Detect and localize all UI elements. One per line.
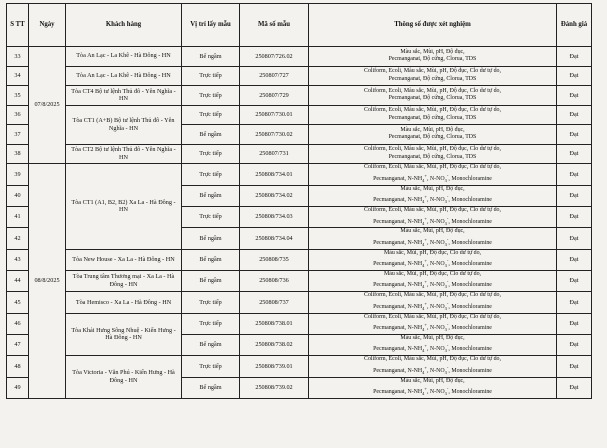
sampling-location: Bể ngầm	[182, 185, 240, 206]
evaluation-result: Đạt	[557, 249, 592, 270]
table-row	[7, 105, 592, 125]
parameter-line: Màu sắc, Mùi, pH, Độ đục, Clo dư tự do,	[383, 249, 482, 256]
row-stt: 43	[7, 249, 29, 270]
customer-name: Tòa CT4 Bộ tư lệnh Thủ đô - Yên Nghĩa - HN	[66, 86, 182, 106]
sample-code: 250808/734.01	[240, 164, 309, 185]
customer-name: Tòa Khải Hưng Sông Nhuệ - Kiến Hưng - Hà Đông - HN	[66, 313, 182, 356]
row-stt: 48	[7, 356, 29, 377]
sample-code: 250807/727	[240, 66, 309, 86]
parameter-line: Pecmanganat, $N-NH_4^+$, $N-NO_3^-$, Monochloramine	[373, 194, 492, 205]
parameter-line: Pecmanganat, Độ cứng, Clorua, TDS	[388, 134, 477, 141]
parameter-line: Pecmanganat, $N-NH_4^+$, $N-NO_3^-$, Monochloramine	[373, 364, 492, 375]
evaluation-result: Đạt	[557, 377, 592, 398]
customer-name: Tòa An Lạc - La Khê - Hà Đông - HN	[66, 47, 182, 67]
tested-parameters	[309, 144, 557, 164]
parameter-line: Pecmanganat, $N-NH_4^+$, $N-NO_3^-$, Monochloramine	[373, 258, 492, 269]
row-stt: 42	[7, 228, 29, 249]
table-row	[7, 292, 592, 313]
table-row	[7, 66, 592, 86]
parameter-line: Pecmanganat, $N-NH_4^+$, $N-NO_3^-$, Monochloramine	[373, 215, 492, 226]
customer-name: Tòa CT1 (A+B) Bộ tư lệnh Thủ đô - Yên Nghĩa - HN	[66, 105, 182, 144]
tested-parameters	[309, 356, 557, 377]
table-row	[7, 47, 592, 67]
sample-code: 250808/737	[240, 292, 309, 313]
tested-parameters	[309, 206, 557, 227]
row-stt: 36	[7, 105, 29, 125]
parameter-line: Pecmanganat, Độ cứng, Clorua, TDS	[388, 95, 477, 102]
tested-parameters	[309, 377, 557, 398]
parameter-line: Màu sắc, Mùi, pH, Độ đục,	[400, 48, 465, 55]
results-document	[6, 3, 592, 399]
evaluation-result: Đạt	[557, 228, 592, 249]
sample-code: 250807/730.02	[240, 125, 309, 145]
customer-name: Tòa CT2 Bộ tư lệnh Thủ đô - Yên Nghĩa - HN	[66, 144, 182, 164]
sampling-location: Trực tiếp	[182, 164, 240, 185]
evaluation-result: Đạt	[557, 292, 592, 313]
customer-name: Tòa New House - Xa La - Hà Đông - HN	[66, 249, 182, 270]
parameter-line: Coliform, Ecoli, Màu sắc, Mùi, pH, Độ đục, Clo dư tự do,	[364, 206, 501, 213]
evaluation-result: Đạt	[557, 270, 592, 291]
sample-code: 250807/731	[240, 144, 309, 164]
parameter-line: Pecmanganat, Độ cứng, Clorua, TDS	[388, 114, 477, 121]
parameter-line: Pecmanganat, Độ cứng, Clorua, TDS	[388, 75, 477, 82]
row-stt: 49	[7, 377, 29, 398]
parameter-line: Coliform, Ecoli, Màu sắc, Mùi, pH, Độ đục, Clo dư tự do,	[364, 107, 501, 114]
sampling-location: Trực tiếp	[182, 105, 240, 125]
tested-parameters	[309, 47, 557, 67]
customer-name: Tòa Trung tâm Thương mại - Xa La - Hà Đông - HN	[66, 270, 182, 291]
row-stt: 45	[7, 292, 29, 313]
evaluation-result: Đạt	[557, 66, 592, 86]
sampling-location: Trực tiếp	[182, 66, 240, 86]
parameter-line: Màu sắc, Mùi, pH, Độ đục,	[400, 334, 465, 341]
test-results-table	[6, 3, 592, 399]
table-row	[7, 249, 592, 270]
sample-code: 250808/739.02	[240, 377, 309, 398]
evaluation-result: Đạt	[557, 356, 592, 377]
header-stt: S TT	[7, 4, 29, 47]
parameter-line: Pecmanganat, $N-NH_4^+$, $N-NO_3^-$, Monochloramine	[373, 322, 492, 333]
header-parameters: Thông số được xét nghiệm	[309, 4, 557, 47]
parameter-line: Pecmanganat, Độ cứng, Clorua, TDS	[388, 56, 477, 63]
parameter-line: Pecmanganat, $N-NH_4^+$, $N-NO_3^-$, Monochloramine	[373, 386, 492, 397]
parameter-line: Màu sắc, Mùi, pH, Độ đục,	[400, 126, 465, 133]
sampling-location: Trực tiếp	[182, 206, 240, 227]
sample-code: 250808/736	[240, 270, 309, 291]
tested-parameters	[309, 313, 557, 334]
row-stt: 38	[7, 144, 29, 164]
sample-code: 250808/734.03	[240, 206, 309, 227]
parameter-line: Coliform, Ecoli, Màu sắc, Mùi, pH, Độ đục, Clo dư tự do,	[364, 146, 501, 153]
table-row	[7, 313, 592, 334]
row-stt: 39	[7, 164, 29, 185]
customer-name: Tòa An Lạc - La Khê - Hà Đông - HN	[66, 66, 182, 86]
sample-code: 250807/726.02	[240, 47, 309, 67]
parameter-line: Màu sắc, Mùi, pH, Độ đục,	[400, 377, 465, 384]
row-stt: 46	[7, 313, 29, 334]
evaluation-result: Đạt	[557, 313, 592, 334]
sample-code: 250807/730.01	[240, 105, 309, 125]
tested-parameters	[309, 334, 557, 355]
sampling-location: Bể ngầm	[182, 377, 240, 398]
sample-code: 250808/739.01	[240, 356, 309, 377]
sample-code: 250808/738.02	[240, 334, 309, 355]
evaluation-result: Đạt	[557, 125, 592, 145]
parameter-line: Coliform, Ecoli, Màu sắc, Mùi, pH, Độ đục, Clo dư tự do,	[364, 292, 501, 299]
tested-parameters	[309, 185, 557, 206]
tested-parameters	[309, 105, 557, 125]
parameter-line: Coliform, Ecoli, Màu sắc, Mùi, pH, Độ đục, Clo dư tự do,	[364, 356, 501, 363]
sampling-date: 08/8/2025	[29, 164, 66, 399]
evaluation-result: Đạt	[557, 86, 592, 106]
tested-parameters	[309, 125, 557, 145]
tested-parameters	[309, 228, 557, 249]
sampling-location: Trực tiếp	[182, 292, 240, 313]
customer-name: Tòa Victoria - Văn Phú - Kiến Hưng - Hà Đông - HN	[66, 356, 182, 399]
parameter-line: Pecmanganat, $N-NH_4^+$, $N-NO_3^-$, Monochloramine	[373, 236, 492, 247]
sample-code: 250808/734.02	[240, 185, 309, 206]
header-customer: Khách hàng	[66, 4, 182, 47]
sample-code: 250808/738.01	[240, 313, 309, 334]
sampling-location: Trực tiếp	[182, 144, 240, 164]
row-stt: 33	[7, 47, 29, 67]
parameter-line: Pecmanganat, $N-NH_4^+$, $N-NO_3^-$, Monochloramine	[373, 172, 492, 184]
row-stt: 37	[7, 125, 29, 145]
sampling-location: Bể ngầm	[182, 249, 240, 270]
parameter-line: Màu sắc, Mùi, pH, Độ đục, Clo dư tự do,	[383, 270, 482, 277]
parameter-line: Màu sắc, Mùi, pH, Độ đục,	[400, 185, 465, 192]
parameter-line: Pecmanganat, $N-NH_4^+$, $N-NO_3^-$, Monochloramine	[373, 300, 492, 311]
row-stt: 35	[7, 86, 29, 106]
row-stt: 40	[7, 185, 29, 206]
tested-parameters	[309, 66, 557, 86]
header-evaluation: Đánh giá	[557, 4, 592, 47]
sampling-location: Trực tiếp	[182, 313, 240, 334]
parameter-line: Coliform, Ecoli, Màu sắc, Mùi, pH, Độ đục, Clo dư tự do,	[364, 68, 501, 75]
evaluation-result: Đạt	[557, 105, 592, 125]
sampling-location: Bể ngầm	[182, 125, 240, 145]
header-location: Vị trí lấy mẫu	[182, 4, 240, 47]
sampling-location: Bể ngầm	[182, 334, 240, 355]
evaluation-result: Đạt	[557, 206, 592, 227]
sampling-date: 07/8/2025	[29, 47, 66, 164]
table-row	[7, 86, 592, 106]
table-row	[7, 356, 592, 377]
row-stt: 47	[7, 334, 29, 355]
sampling-location: Trực tiếp	[182, 86, 240, 106]
parameter-line: Pecmanganat, $N-NH_4^+$, $N-NO_3^-$, Monochloramine	[373, 279, 492, 290]
parameter-line: Coliform, Ecoli, Màu sắc, Mùi, pH, Độ đục, Clo dư tự do,	[364, 313, 501, 320]
evaluation-result: Đạt	[557, 144, 592, 164]
sampling-location: Bể ngầm	[182, 270, 240, 291]
tested-parameters	[309, 249, 557, 270]
table-row	[7, 144, 592, 164]
parameter-line: Màu sắc, Mùi, pH, Độ đục,	[400, 228, 465, 235]
row-stt: 44	[7, 270, 29, 291]
header-date: Ngày	[29, 4, 66, 47]
sampling-location: Trực tiếp	[182, 356, 240, 377]
evaluation-result: Đạt	[557, 47, 592, 67]
header-sample-code: Mã số mẫu	[240, 4, 309, 47]
customer-name: Tòa Hemisco - Xa La - Hà Đông - HN	[66, 292, 182, 313]
tested-parameters	[309, 292, 557, 313]
evaluation-result: Đạt	[557, 185, 592, 206]
parameter-line: Pecmanganat, Độ cứng, Clorua, TDS	[388, 154, 477, 160]
sampling-location: Bể ngầm	[182, 228, 240, 249]
sampling-location: Bể ngầm	[182, 47, 240, 67]
table-row	[7, 270, 592, 291]
sample-code: 250807/729	[240, 86, 309, 106]
tested-parameters	[309, 164, 557, 185]
evaluation-result: Đạt	[557, 334, 592, 355]
row-stt: 41	[7, 206, 29, 227]
margin-stamp	[600, 215, 605, 295]
evaluation-result: Đạt	[557, 164, 592, 185]
table-row	[7, 164, 592, 185]
customer-name: Tòa CT1 (A1, B2, B2) Xa La - Hà Đông - HN	[66, 164, 182, 249]
tested-parameters	[309, 86, 557, 106]
row-stt: 34	[7, 66, 29, 86]
tested-parameters	[309, 270, 557, 291]
parameter-line: Coliform, Ecoli, Màu sắc, Mùi, pH, Độ đục, Clo dư tự do,	[364, 87, 501, 94]
header-row	[7, 4, 592, 47]
parameter-line: Coliform, Ecoli, Màu sắc, Mùi, pH, Độ đục, Clo dư tự do,	[364, 164, 501, 171]
parameter-line: Pecmanganat, $N-NH_4^+$, $N-NO_3^-$, Monochloramine	[373, 343, 492, 354]
sample-code: 250808/735	[240, 249, 309, 270]
sample-code: 250808/734.04	[240, 228, 309, 249]
